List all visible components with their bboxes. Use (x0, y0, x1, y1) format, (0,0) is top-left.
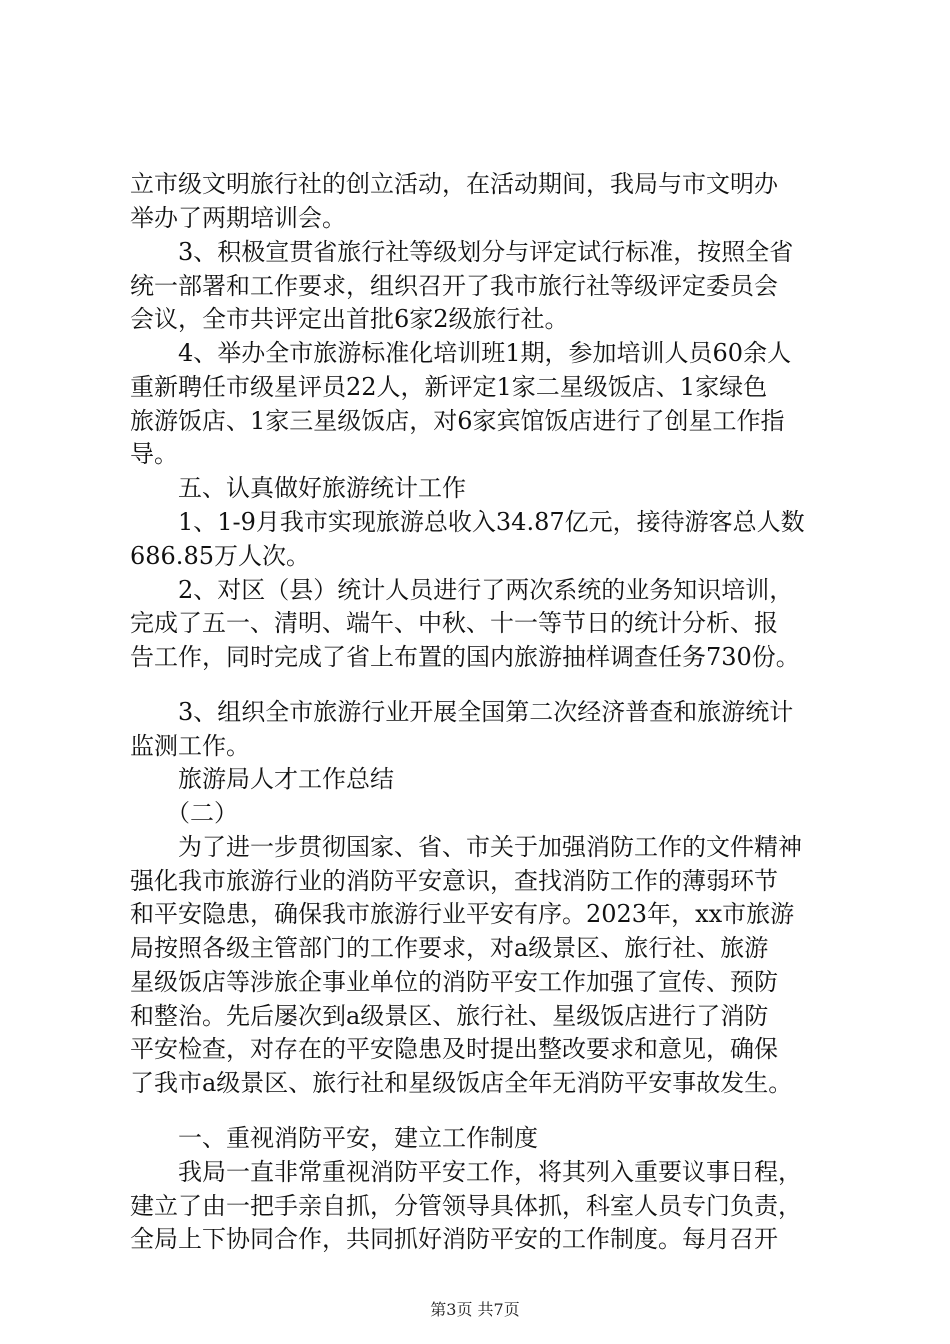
body-text-line: 星级饭店等涉旅企事业单位的消防平安工作加强了宣传、预防 (130, 968, 778, 996)
section-heading: 五、认真做好旅游统计工作 (178, 474, 466, 502)
body-text-line: 立市级文明旅行社的创立活动，在活动期间，我局与市文明办 (130, 170, 778, 198)
body-text-line: 监测工作。 (130, 732, 250, 760)
page-number-footer: 第3页 共7页 (430, 1300, 520, 1319)
body-text-line: 和平安隐患，确保我市旅游行业平安有序。2023年，xx市旅游 (130, 900, 795, 928)
body-text-line: 统一部署和工作要求，组织召开了我市旅行社等级评定委员会 (130, 272, 778, 300)
body-text-line: 3、组织全市旅游行业开展全国第二次经济普查和旅游统计 (178, 698, 794, 726)
body-text-line: 了我市a级景区、旅行社和星级饭店全年无消防平安事故发生。 (130, 1069, 793, 1097)
body-text-line: 建立了由一把手亲自抓，分管领导具体抓，科室人员专门负责， (130, 1192, 802, 1220)
body-text-line: 为了进一步贯彻国家、省、市关于加强消防工作的文件精神 (178, 833, 802, 861)
body-text-line: 举办了两期培训会。 (130, 204, 346, 232)
body-text-line: 导。 (130, 440, 178, 468)
body-text-line: 会议，全市共评定出首批6家2级旅行社。 (130, 305, 569, 333)
body-text-line: 和整治。先后屡次到a级景区、旅行社、星级饭店进行了消防 (130, 1002, 769, 1030)
body-text-line: 局按照各级主管部门的工作要求，对a级景区、旅行社、旅游 (130, 934, 769, 962)
body-text-line: 全局上下协同合作，共同抓好消防平安的工作制度。每月召开 (130, 1225, 778, 1253)
body-text-line: 告工作，同时完成了省上布置的国内旅游抽样调查任务730份。 (130, 643, 800, 671)
body-text-line: 强化我市旅游行业的消防平安意识，查找消防工作的薄弱环节 (130, 867, 778, 895)
document-title: 旅游局人才工作总结 (178, 765, 394, 793)
body-text-line: 旅游饭店、1家三星级饭店，对6家宾馆饭店进行了创星工作指 (130, 407, 785, 435)
body-text-line: 3、积极宣贯省旅行社等级划分与评定试行标准，按照全省 (178, 238, 794, 266)
document-subtitle: （二） (166, 799, 238, 827)
body-text-line: 2、对区（县）统计人员进行了两次系统的业务知识培训， (178, 576, 794, 604)
body-text-line: 平安检查，对存在的平安隐患及时提出整改要求和意见，确保 (130, 1035, 778, 1063)
section-heading: 一、重视消防平安，建立工作制度 (178, 1124, 538, 1152)
body-text-line: 686.85万人次。 (130, 542, 310, 570)
body-text-line: 重新聘任市级星评员22人，新评定1家二星级饭店、1家绿色 (130, 373, 768, 401)
body-text-line: 我局一直非常重视消防平安工作，将其列入重要议事日程， (178, 1158, 802, 1186)
body-text-line: 完成了五一、清明、端午、中秋、十一等节日的统计分析、报 (130, 609, 778, 637)
body-text-line: 4、举办全市旅游标准化培训班1期，参加培训人员60余人 (178, 339, 792, 367)
body-text-line: 1、1-9月我市实现旅游总收入34.87亿元，接待游客总人数 (178, 508, 805, 536)
